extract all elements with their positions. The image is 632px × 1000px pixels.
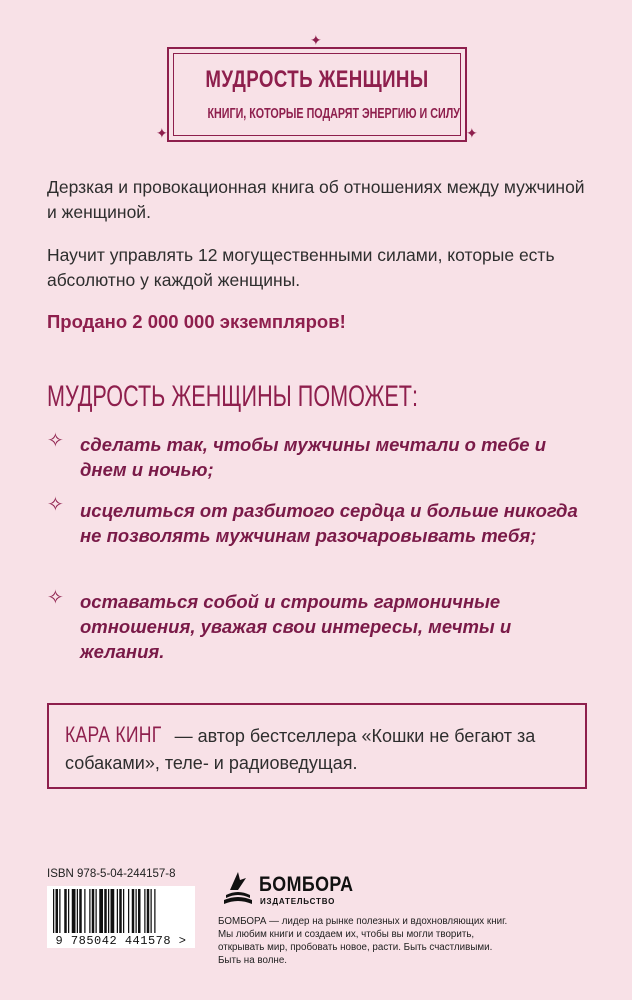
barcode-bar — [59, 889, 60, 933]
description-paragraph-2: Научит управлять 12 могущественными силами, которые есть абсолютно у каждой женщины. — [47, 245, 555, 290]
barcode-bar — [108, 889, 109, 933]
barcode-bar — [56, 889, 59, 933]
barcode-bar — [154, 889, 155, 933]
barcode-bar — [72, 889, 76, 933]
author-text — [65, 721, 575, 777]
barcode-bar — [92, 889, 95, 933]
barcode-bar — [104, 889, 107, 933]
barcode-bar — [138, 889, 141, 933]
sparkle-bullet-icon: ✧ — [47, 428, 64, 452]
barcode-bar — [147, 889, 150, 933]
barcode-bar — [117, 889, 118, 933]
barcode-bar — [96, 889, 97, 933]
barcode-bar — [79, 889, 82, 933]
bullet-text: сделать так, чтобы мужчины мечтали о тебе и днем и ночью; — [80, 434, 547, 480]
barcode — [47, 886, 195, 948]
sold-copies-text: Продано 2 000 000 экземпляров! — [47, 311, 346, 332]
author-name: КАРА КИНГ — [65, 722, 162, 747]
helps-heading: МУДРОСТЬ ЖЕНЩИНЫ ПОМОЖЕТ: — [47, 380, 419, 413]
publisher-subtitle: ИЗДАТЕЛЬСТВО — [260, 897, 336, 906]
barcode-bar — [119, 889, 122, 933]
isbn-label: ISBN 978-5-04-244157-8 — [47, 868, 176, 880]
barcode-bar — [136, 889, 137, 933]
barcode-bar — [151, 889, 152, 933]
barcode-number: 9 785042 441578 > — [55, 934, 187, 948]
series-frame — [167, 47, 467, 142]
author-bio: — автор бестселлера «Кошки не бегают за собаками», теле- и радиоведущая. — [65, 726, 536, 773]
barcode-bar — [123, 889, 124, 933]
bullet-text: исцелиться от разбитого сердца и больше никогда не позволять мужчинам разочаровывать тебя; — [80, 500, 578, 546]
barcode-bars — [51, 889, 191, 933]
series-subtitle: КНИГИ, КОТОРЫЕ ПОДАРЯТ ЭНЕРГИЮ И СИЛУ — [207, 106, 460, 122]
series-title: МУДРОСТЬ ЖЕНЩИНЫ — [205, 66, 429, 93]
barcode-bar — [84, 889, 85, 933]
sparkle-bullet-icon: ✧ — [47, 492, 64, 516]
barcode-bar — [68, 889, 69, 933]
sparkle-bullet-icon: ✧ — [47, 585, 64, 609]
publisher-description: БОМБОРА — лидер на рынке полезных и вдохновляющих книг. Мы любим книги и создаем их, чтобы вы могли творить, открывать мир, пробовать новое, расти. Быть счастливыми. Быть на волне. — [218, 916, 508, 966]
barcode-bar — [132, 889, 135, 933]
barcode-bar — [144, 889, 145, 933]
sparkle-icon: ✦ — [156, 126, 168, 142]
author-box — [47, 703, 587, 789]
barcode-bar — [89, 889, 90, 933]
barcode-bar — [111, 889, 115, 933]
sparkle-icon: ✦ — [310, 33, 322, 49]
barcode-bar — [53, 889, 54, 933]
barcode-bar — [99, 889, 103, 933]
barcode-bar — [77, 889, 78, 933]
description-paragraph-1: Дерзкая и провокационная книга об отношениях между мужчиной и женщиной. — [47, 177, 585, 222]
publisher-name: БОМБОРА — [259, 873, 354, 896]
barcode-bar — [128, 889, 129, 933]
barcode-bar — [64, 889, 67, 933]
sparkle-icon: ✦ — [466, 126, 478, 142]
publisher-logo-icon — [218, 868, 258, 908]
bullet-text: оставаться собой и строить гармоничные отношения, уважая свои интересы, мечты и желания. — [80, 591, 512, 662]
